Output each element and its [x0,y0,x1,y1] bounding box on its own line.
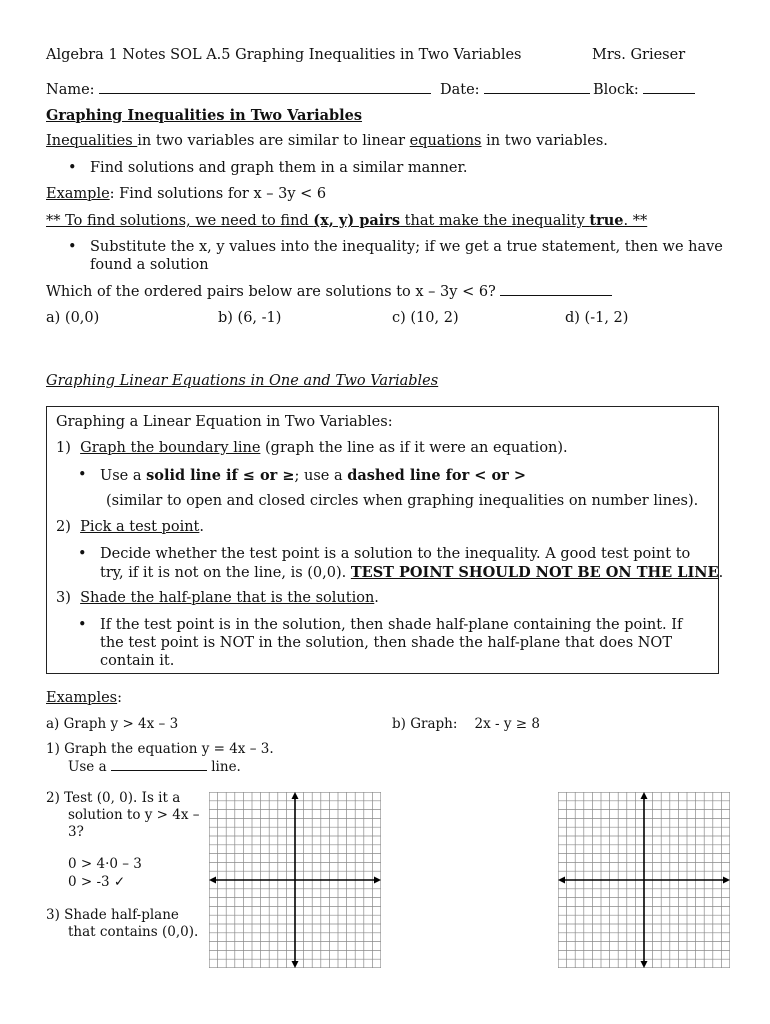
example-line: Example: Find solutions for x – 3y < 6 [46,186,327,202]
step2-line: 2) Pick a test point. [56,519,204,535]
intro-line: Inequalities in two variables are similar to linear equations in two variables. [46,133,608,149]
bullet-substitute: • Substitute the x, y values into the inequality; if we get a true statement, then we have [90,239,723,255]
axis-arrowhead [641,792,648,799]
date-field[interactable] [440,81,590,98]
block-label: Block: [593,82,639,98]
answer-blank[interactable] [500,283,612,296]
name-field[interactable] [46,81,431,98]
a-step2-line3: 3? [68,824,84,840]
axis-arrowhead [723,877,730,884]
a-step3-line1: 3) Shade half-plane [46,907,179,923]
note-line: ** To find solutions, we need to find (x, y) pairs that make the inequality true. ** [46,212,648,229]
a-step2-line1: 2) Test (0, 0). Is it a [46,790,181,806]
axis-arrowhead [374,877,381,884]
section2-heading: Graphing Linear Equations in One and Two Variables [46,373,439,389]
step3-bullet: • If the test point is in the solution, then shade half-plane containing the point. If [100,617,682,633]
coordinate-grid-b[interactable] [558,792,730,968]
axis-arrowhead [292,792,299,799]
a-work-line1: 0 > 4·0 – 3 [68,856,142,872]
examples-heading: Examples: [46,690,122,706]
example-a-label: a) Graph y > 4x – 3 [46,716,179,732]
box-title: Graphing a Linear Equation in Two Variables: [56,414,393,430]
step3-line: 3) Shade the half-plane that is the solution. [56,590,379,606]
axis-arrowhead [292,961,299,968]
a-step1-line2: Use a line. [68,759,241,775]
choice-d: d) (-1, 2) [565,310,629,326]
block-field[interactable] [593,81,695,98]
step2-bullet-cont: try, if it is not on the line, is (0,0). TEST POINT SHOULD NOT BE ON THE LINE. [100,564,724,581]
date-label: Date: [440,82,480,98]
a-step3-line2: that contains (0,0). [68,924,199,940]
choice-b: b) (6, -1) [218,310,282,326]
step1-bullet: • Use a solid line if ≤ or ≥; use a dashed line for < or > [100,467,526,484]
axis-arrowhead [209,877,216,884]
a-work-line2: 0 > -3 ✓ [68,874,126,890]
example-b-label: b) Graph: 2x - y ≥ 8 [392,716,541,732]
line-type-blank[interactable] [111,758,207,771]
question-line: Which of the ordered pairs below are solutions to x – 3y < 6? [46,283,612,300]
teacher-name: Mrs. Grieser [592,47,686,63]
coordinate-grid-a[interactable] [209,792,381,968]
choice-c: c) (10, 2) [392,310,459,326]
section-heading: Graphing Inequalities in Two Variables [46,107,363,124]
name-blank[interactable] [99,81,431,94]
bullet-find-solutions: • Find solutions and graph them in a similar manner. [90,160,467,176]
axis-arrowhead [558,877,565,884]
a-step2-line2: solution to y > 4x – [68,807,200,823]
worksheet-title: Algebra 1 Notes SOL A.5 Graphing Inequalities in Two Variables [46,47,522,63]
step1-note: (similar to open and closed circles when graphing inequalities on number lines). [106,493,699,509]
a-step1-line1: 1) Graph the equation y = 4x – 3. [46,741,274,757]
bullet-substitute-cont: found a solution [90,257,209,273]
name-label: Name: [46,82,95,98]
step3-bullet-cont1: the test point is NOT in the solution, then shade the half-plane that does NOT [100,635,672,651]
step2-bullet: • Decide whether the test point is a solution to the inequality. A good test point to [100,546,690,562]
step3-bullet-cont2: contain it. [100,653,175,669]
date-blank[interactable] [484,81,590,94]
step1-line: 1) Graph the boundary line (graph the line as if it were an equation). [56,440,568,456]
axis-arrowhead [641,961,648,968]
choice-a: a) (0,0) [46,310,100,326]
block-blank[interactable] [643,81,695,94]
